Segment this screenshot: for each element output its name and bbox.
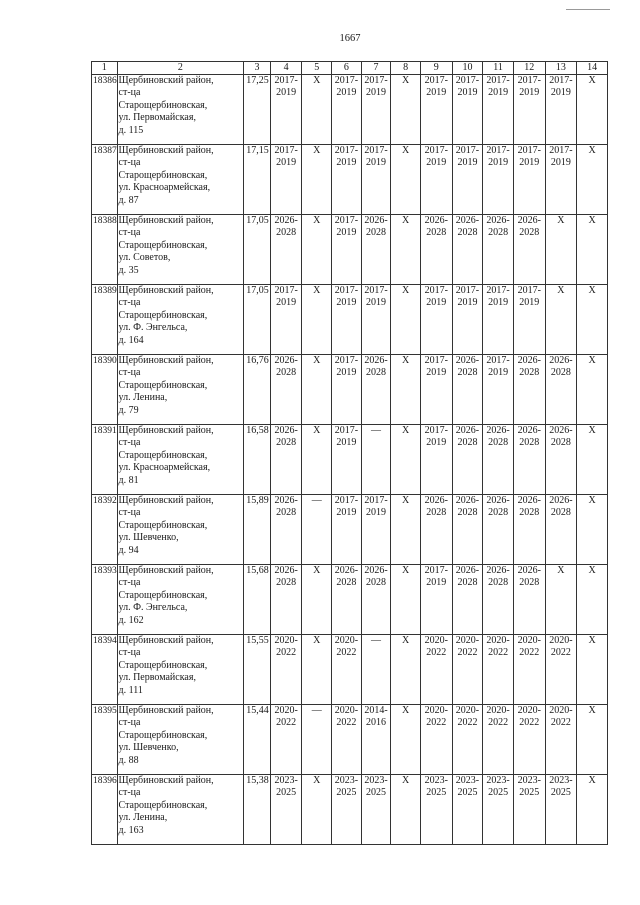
column-header: 6 — [332, 62, 362, 75]
address-line: ст-ца — [118, 437, 141, 449]
period-cell: 2017- 2019 — [513, 75, 545, 145]
address-line: ул. Ленина, — [118, 392, 168, 404]
mark-cell: X — [391, 355, 421, 425]
period-cell: 2026- 2028 — [483, 495, 514, 565]
record-number: 18393 — [92, 565, 118, 635]
address-line: Старощербиновская, — [118, 169, 208, 181]
mark-cell: X — [302, 635, 332, 705]
period-cell: 2017- 2019 — [332, 425, 362, 495]
record-number: 18386 — [92, 75, 118, 145]
period-cell: 2026- 2028 — [270, 215, 302, 285]
period-cell: 2026- 2028 — [513, 215, 545, 285]
period-cell: 2026- 2028 — [483, 215, 514, 285]
period-cell: 2020- 2022 — [545, 705, 577, 775]
header-row — [92, 62, 608, 75]
address-line: д. 79 — [118, 404, 139, 416]
table-row — [92, 75, 608, 145]
record-number: 18390 — [92, 355, 118, 425]
period-cell: 2023- 2025 — [270, 775, 302, 845]
mark-cell: X — [577, 495, 608, 565]
mark-cell: X — [391, 775, 421, 845]
period-cell: 2017- 2019 — [483, 285, 514, 355]
record-number: 18391 — [92, 425, 118, 495]
address-line: ст-ца — [118, 577, 141, 589]
mark-cell: X — [577, 775, 608, 845]
mark-cell: X — [302, 425, 332, 495]
address-line: Щербиновский район, — [118, 355, 214, 366]
address-line: ул. Шевченко, — [118, 532, 179, 544]
period-cell: 2026- 2028 — [270, 355, 302, 425]
length-value: 16,76 — [244, 355, 271, 425]
period-cell: 2017- 2019 — [361, 75, 391, 145]
length-value: 15,68 — [244, 565, 271, 635]
period-cell: 2017- 2019 — [270, 285, 302, 355]
address-line: ст-ца — [118, 787, 141, 799]
address-cell — [117, 425, 244, 495]
address-line: Щербиновский район, — [118, 215, 214, 226]
column-header: 12 — [513, 62, 545, 75]
address-line: ул. Шевченко, — [118, 742, 179, 754]
period-cell: 2017- 2019 — [420, 425, 452, 495]
address-line: ул. Красноармейская, — [118, 182, 211, 194]
period-cell: 2017- 2019 — [545, 145, 577, 215]
period-cell: 2026- 2028 — [452, 425, 483, 495]
period-cell: 2017- 2019 — [545, 75, 577, 145]
record-number: 18394 — [92, 635, 118, 705]
mark-cell: X — [545, 285, 577, 355]
period-cell: 2026- 2028 — [545, 355, 577, 425]
address-line: Старощербиновская, — [118, 519, 208, 531]
period-cell: 2026- 2028 — [545, 425, 577, 495]
period-cell: 2017- 2019 — [513, 145, 545, 215]
record-number: 18392 — [92, 495, 118, 565]
address-line: д. 115 — [118, 124, 144, 136]
column-header: 13 — [545, 62, 577, 75]
period-cell: 2020- 2022 — [452, 635, 483, 705]
table-row — [92, 285, 608, 355]
mark-cell: X — [545, 565, 577, 635]
address-cell — [117, 635, 244, 705]
mark-cell: X — [302, 355, 332, 425]
address-line: ст-ца — [118, 297, 141, 309]
address-line: Старощербиновская, — [118, 309, 208, 321]
table-row — [92, 565, 608, 635]
address-line: Щербиновский район, — [118, 285, 214, 296]
mark-cell: X — [391, 425, 421, 495]
mark-cell: X — [391, 215, 421, 285]
length-value: 15,38 — [244, 775, 271, 845]
period-cell: 2017- 2019 — [513, 285, 545, 355]
period-cell: 2017- 2019 — [361, 145, 391, 215]
period-cell: 2026- 2028 — [361, 215, 391, 285]
mark-cell: X — [302, 775, 332, 845]
period-cell: 2026- 2028 — [270, 565, 302, 635]
column-header: 2 — [117, 62, 244, 75]
period-cell: 2026- 2028 — [513, 495, 545, 565]
column-header: 1 — [92, 62, 118, 75]
address-line: ст-ца — [118, 647, 141, 659]
mark-cell: X — [545, 215, 577, 285]
column-header: 3 — [244, 62, 271, 75]
address-line: Старощербиновская, — [118, 379, 208, 391]
period-cell: 2023- 2025 — [452, 775, 483, 845]
table-row — [92, 215, 608, 285]
address-line: ст-ца — [118, 157, 141, 169]
record-number: 18395 — [92, 705, 118, 775]
period-cell: 2026- 2028 — [483, 425, 514, 495]
period-cell: 2023- 2025 — [545, 775, 577, 845]
period-cell: 2023- 2025 — [513, 775, 545, 845]
address-line: Старощербиновская, — [118, 99, 208, 111]
mark-cell: X — [577, 145, 608, 215]
address-line: ст-ца — [118, 507, 141, 519]
column-header: 9 — [420, 62, 452, 75]
period-cell: 2017- 2019 — [332, 495, 362, 565]
period-cell: 2017- 2019 — [332, 285, 362, 355]
table-row — [92, 495, 608, 565]
period-cell: 2026- 2028 — [452, 565, 483, 635]
period-cell: 2017- 2019 — [420, 145, 452, 215]
mark-cell: X — [391, 75, 421, 145]
address-line: ул. Первомайская, — [118, 112, 196, 124]
column-header: 5 — [302, 62, 332, 75]
period-cell: 2020- 2022 — [545, 635, 577, 705]
period-cell: 2017- 2019 — [270, 145, 302, 215]
address-line: ул. Первомайская, — [118, 672, 196, 684]
period-cell: 2017- 2019 — [332, 355, 362, 425]
mark-cell: X — [302, 215, 332, 285]
period-cell: 2020- 2022 — [483, 635, 514, 705]
length-value: 15,55 — [244, 635, 271, 705]
period-cell: 2017- 2019 — [420, 75, 452, 145]
table-row — [92, 635, 608, 705]
mark-cell: — — [361, 635, 391, 705]
column-header: 4 — [270, 62, 302, 75]
address-line: Щербиновский район, — [118, 705, 214, 716]
address-line: Щербиновский район, — [118, 775, 214, 786]
period-cell: 2026- 2028 — [513, 355, 545, 425]
period-cell: 2026- 2028 — [270, 425, 302, 495]
period-cell: 2026- 2028 — [513, 425, 545, 495]
column-header: 10 — [452, 62, 483, 75]
mark-cell: X — [391, 145, 421, 215]
mark-cell: X — [391, 635, 421, 705]
mark-cell: X — [577, 635, 608, 705]
mark-cell: X — [577, 565, 608, 635]
address-line: Щербиновский район, — [118, 565, 214, 576]
length-value: 15,89 — [244, 495, 271, 565]
address-cell — [117, 495, 244, 565]
mark-cell: X — [391, 705, 421, 775]
period-cell: 2020- 2022 — [420, 705, 452, 775]
address-line: д. 87 — [118, 194, 139, 206]
mark-cell: X — [577, 425, 608, 495]
period-cell: 2017- 2019 — [452, 285, 483, 355]
address-line: Старощербиновская, — [118, 589, 208, 601]
address-line: ул. Ф. Энгельса, — [118, 322, 188, 334]
table-row — [92, 355, 608, 425]
address-line: д. 81 — [118, 474, 139, 486]
mark-cell: — — [361, 425, 391, 495]
period-cell: 2020- 2022 — [513, 705, 545, 775]
period-cell: 2026- 2028 — [483, 565, 514, 635]
period-cell: 2017- 2019 — [452, 145, 483, 215]
mark-cell: X — [391, 285, 421, 355]
address-line: ст-ца — [118, 717, 141, 729]
address-line: д. 164 — [118, 334, 144, 346]
period-cell: 2017- 2019 — [452, 75, 483, 145]
period-cell: 2026- 2028 — [361, 355, 391, 425]
period-cell: 2026- 2028 — [420, 495, 452, 565]
address-cell — [117, 705, 244, 775]
column-header: 7 — [361, 62, 391, 75]
address-cell — [117, 565, 244, 635]
address-cell — [117, 75, 244, 145]
address-line: ул. Ленина, — [118, 812, 168, 824]
registry-table — [91, 61, 608, 845]
period-cell: 2023- 2025 — [483, 775, 514, 845]
period-cell: 2020- 2022 — [270, 705, 302, 775]
address-line: ст-ца — [118, 87, 141, 99]
page-number: 1667 — [339, 33, 361, 44]
period-cell: 2020- 2022 — [332, 705, 362, 775]
table-row — [92, 145, 608, 215]
address-line: Щербиновский район, — [118, 75, 214, 86]
period-cell: 2026- 2028 — [452, 495, 483, 565]
period-cell: 2020- 2022 — [420, 635, 452, 705]
period-cell: 2020- 2022 — [513, 635, 545, 705]
table-row — [92, 425, 608, 495]
period-cell: 2026- 2028 — [361, 565, 391, 635]
period-cell: 2017- 2019 — [420, 355, 452, 425]
table-row — [92, 705, 608, 775]
period-cell: 2017- 2019 — [420, 285, 452, 355]
mark-cell: X — [302, 565, 332, 635]
period-cell: 2017- 2019 — [420, 565, 452, 635]
mark-cell: X — [577, 215, 608, 285]
column-header: 8 — [391, 62, 421, 75]
mark-cell: X — [302, 145, 332, 215]
address-line: Старощербиновская, — [118, 239, 208, 251]
table-row — [92, 775, 608, 845]
mark-cell: — — [302, 705, 332, 775]
column-header: 11 — [483, 62, 514, 75]
period-cell: 2026- 2028 — [452, 215, 483, 285]
address-line: д. 163 — [118, 824, 144, 836]
length-value: 17,05 — [244, 285, 271, 355]
mark-cell: — — [302, 495, 332, 565]
length-value: 17,15 — [244, 145, 271, 215]
period-cell: 2020- 2022 — [452, 705, 483, 775]
mark-cell: X — [577, 285, 608, 355]
address-line: д. 94 — [118, 544, 139, 556]
period-cell: 2023- 2025 — [420, 775, 452, 845]
address-line: Щербиновский район, — [118, 425, 214, 436]
address-line: ул. Советов, — [118, 252, 171, 264]
record-number: 18389 — [92, 285, 118, 355]
address-line: д. 162 — [118, 614, 144, 626]
length-value: 16,58 — [244, 425, 271, 495]
mark-cell: X — [577, 355, 608, 425]
address-line: Щербиновский район, — [118, 635, 214, 646]
period-cell: 2020- 2022 — [483, 705, 514, 775]
mark-cell: X — [302, 285, 332, 355]
period-cell: 2026- 2028 — [270, 495, 302, 565]
period-cell: 2026- 2028 — [332, 565, 362, 635]
mark-cell: X — [391, 565, 421, 635]
period-cell: 2017- 2019 — [270, 75, 302, 145]
period-cell: 2017- 2019 — [361, 495, 391, 565]
period-cell: 2020- 2022 — [332, 635, 362, 705]
record-number: 18388 — [92, 215, 118, 285]
period-cell: 2026- 2028 — [513, 565, 545, 635]
mark-cell: X — [302, 75, 332, 145]
period-cell: 2017- 2019 — [332, 215, 362, 285]
address-line: Щербиновский район, — [118, 495, 214, 506]
address-line: д. 88 — [118, 754, 139, 766]
period-cell: 2014- 2016 — [361, 705, 391, 775]
mark-cell: X — [577, 705, 608, 775]
period-cell: 2026- 2028 — [420, 215, 452, 285]
address-line: Старощербиновская, — [118, 799, 208, 811]
address-line: ст-ца — [118, 367, 141, 379]
mark-cell: X — [577, 75, 608, 145]
period-cell: 2023- 2025 — [361, 775, 391, 845]
top-rule — [566, 9, 610, 10]
address-cell — [117, 285, 244, 355]
address-cell — [117, 355, 244, 425]
record-number: 18396 — [92, 775, 118, 845]
address-line: Старощербиновская, — [118, 729, 208, 741]
period-cell: 2017- 2019 — [483, 75, 514, 145]
period-cell: 2026- 2028 — [452, 355, 483, 425]
length-value: 17,05 — [244, 215, 271, 285]
address-cell — [117, 145, 244, 215]
address-line: д. 111 — [118, 684, 143, 696]
period-cell: 2017- 2019 — [483, 145, 514, 215]
address-line: ул. Красноармейская, — [118, 462, 211, 474]
address-line: ст-ца — [118, 227, 141, 239]
period-cell: 2023- 2025 — [332, 775, 362, 845]
mark-cell: X — [391, 495, 421, 565]
address-line: Старощербиновская, — [118, 659, 208, 671]
period-cell: 2026- 2028 — [545, 495, 577, 565]
address-line: Щербиновский район, — [118, 145, 214, 156]
period-cell: 2017- 2019 — [332, 145, 362, 215]
period-cell: 2017- 2019 — [332, 75, 362, 145]
length-value: 17,25 — [244, 75, 271, 145]
length-value: 15,44 — [244, 705, 271, 775]
period-cell: 2017- 2019 — [361, 285, 391, 355]
column-header: 14 — [577, 62, 608, 75]
record-number: 18387 — [92, 145, 118, 215]
address-line: Старощербиновская, — [118, 449, 208, 461]
address-cell — [117, 775, 244, 845]
period-cell: 2020- 2022 — [270, 635, 302, 705]
address-line: ул. Ф. Энгельса, — [118, 602, 188, 614]
address-cell — [117, 215, 244, 285]
address-line: д. 35 — [118, 264, 139, 276]
period-cell: 2017- 2019 — [483, 355, 514, 425]
